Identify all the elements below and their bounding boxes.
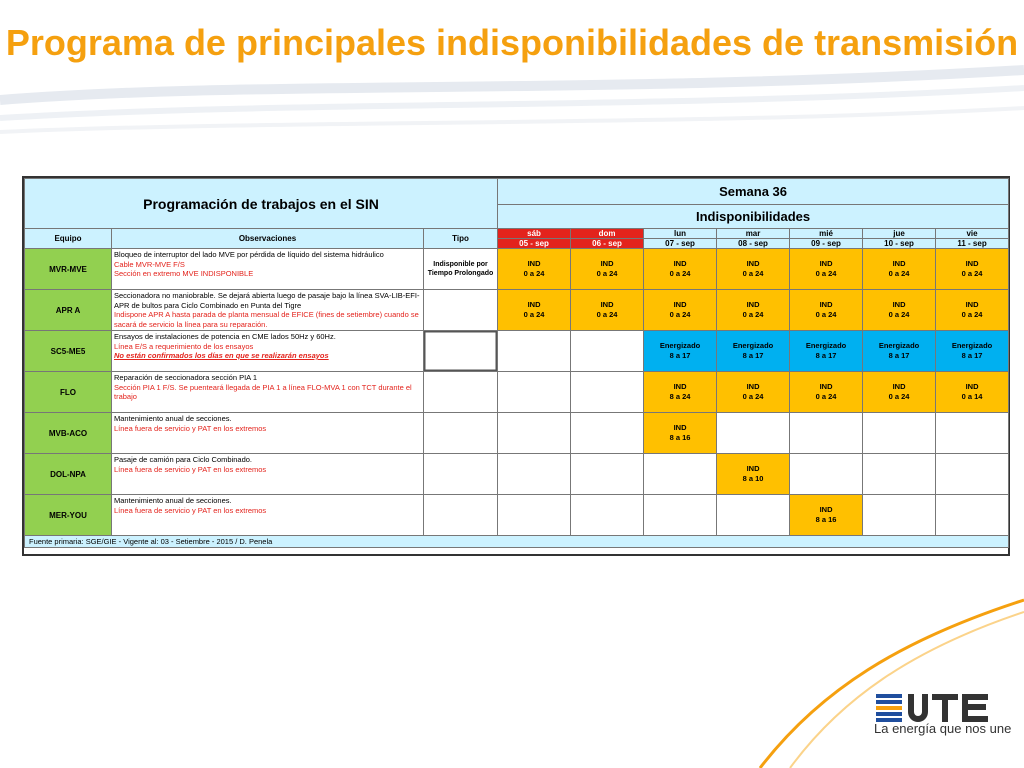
empty-cell[interactable] [571,372,644,413]
empty-cell[interactable] [863,454,936,495]
table-row [25,249,1009,290]
empty-cell[interactable] [644,495,717,536]
tipo-cell[interactable] [424,454,498,495]
day-header [571,229,644,249]
equipo-cell[interactable]: FLO [25,372,112,413]
cell-status: IND [965,382,979,391]
tipo-cell[interactable]: Indisponible por Tiempo Prolongado [424,249,498,290]
empty-cell[interactable] [498,454,571,495]
cell-status: IND [673,423,687,432]
day-date: 06 - sep [571,238,643,248]
ind-cell[interactable] [863,249,936,290]
ind-cell[interactable] [790,249,863,290]
ind-cell[interactable] [644,249,717,290]
empty-cell[interactable] [717,413,790,454]
cell-status: IND [892,382,906,391]
empty-cell[interactable] [498,413,571,454]
table-row [25,372,1009,413]
ind-cell[interactable] [717,290,790,331]
equipo-cell[interactable]: DOL-NPA [25,454,112,495]
cell-hours: 0 a 24 [523,310,545,319]
cell-hours: 0 a 24 [961,310,983,319]
ind-cell[interactable] [936,372,1009,413]
empty-cell[interactable] [790,413,863,454]
cell-status: IND [746,464,760,473]
cell-hours: 8 a 17 [888,351,910,360]
day-date: 05 - sep [498,238,570,248]
empty-cell[interactable] [571,454,644,495]
day-name: sáb [527,229,541,238]
empty-cell[interactable] [498,331,571,372]
observacion-line: Sección PIA 1 F/S. Se puenteará llegada de PIA 1 a línea FLO-MVA 1 con TCT durante el trabajo [114,382,412,401]
energizado-cell[interactable] [644,331,717,372]
equipo-cell[interactable]: MER-YOU [25,495,112,536]
observacion-line: Sección en extremo MVE INDISPONIBLE [114,269,254,278]
cell-hours: 0 a 24 [596,269,618,278]
empty-cell[interactable] [790,454,863,495]
observacion-line: Línea fuera de servicio y PAT en los extremos [114,464,267,474]
cell-hours: 0 a 24 [888,269,910,278]
empty-cell[interactable] [498,372,571,413]
observaciones-cell[interactable] [112,290,424,331]
cell-status: IND [600,259,614,268]
empty-cell[interactable] [936,413,1009,454]
ind-cell[interactable] [717,454,790,495]
table-row [25,331,1009,372]
ind-cell[interactable] [644,290,717,331]
cell-status: Energizado [659,341,701,350]
observaciones-cell[interactable] [112,372,424,413]
ind-cell[interactable] [498,249,571,290]
cell-hours: 8 a 17 [961,351,983,360]
day-date: 11 - sep [936,238,1008,248]
energizado-cell[interactable] [790,331,863,372]
table-row [25,413,1009,454]
cell-hours: 0 a 24 [961,269,983,278]
observaciones-cell[interactable] [112,413,424,454]
equipo-cell[interactable]: MVR-MVE [25,249,112,290]
cell-hours: 0 a 24 [888,310,910,319]
observaciones-cell[interactable] [112,454,424,495]
observaciones-cell[interactable] [112,331,424,372]
day-name: lun [674,229,687,238]
schedule-sheet [22,176,1010,556]
day-date: 09 - sep [790,238,862,248]
observacion-line: Cable MVR-MVE F/S [114,259,185,269]
empty-cell[interactable] [498,495,571,536]
ind-cell[interactable] [571,249,644,290]
cell-status: IND [600,300,614,309]
tipo-cell[interactable] [424,331,498,372]
col-header-tipo: Tipo [424,229,498,249]
observacion-line: No están confirmados los días en que se realizarán ensayos [114,351,329,360]
tipo-cell[interactable] [424,372,498,413]
ind-cell[interactable] [717,249,790,290]
sheet-heading: Programación de trabajos en el SIN [25,179,498,229]
cell-status: IND [965,259,979,268]
cell-status: IND [527,300,541,309]
page-title: Programa de principales indisponibilidades de transmisión [5,22,1019,63]
logo-tagline: La energía que nos une [874,721,1012,736]
empty-cell[interactable] [571,495,644,536]
cell-hours: 0 a 24 [815,269,837,278]
observacion-line: Mantenimiento anual de secciones. [114,414,232,423]
cell-hours: 8 a 17 [815,351,837,360]
cell-status: IND [673,259,687,268]
table-row [25,290,1009,331]
observacion-line: Indispone APR A hasta parada de planta mensual de EFICE (fines de setiembre) cuando se sacará de servicio la línea para su reparación. [114,310,419,329]
cell-hours: 8 a 16 [815,515,837,524]
day-header [790,229,863,249]
cell-hours: 0 a 24 [742,392,764,401]
day-header [936,229,1009,249]
table-row [25,495,1009,536]
day-name: mar [745,229,761,238]
ind-cell[interactable] [863,290,936,331]
day-name: vie [966,229,978,238]
ind-cell[interactable] [644,413,717,454]
empty-cell[interactable] [644,454,717,495]
energizado-cell[interactable] [936,331,1009,372]
cell-status: IND [746,259,760,268]
observacion-line: Pasaje de camión para Ciclo Combinado. [114,455,252,464]
ind-cell[interactable] [790,495,863,536]
section-label: Indisponibilidades [498,205,1009,229]
observacion-line: Línea E/S a requerimiento de los ensayos [114,341,254,351]
day-name: jue [893,229,905,238]
cell-status: Energizado [732,341,774,350]
day-name: dom [598,229,616,238]
cell-status: IND [819,259,833,268]
cell-hours: 0 a 24 [669,269,691,278]
ind-cell[interactable] [936,290,1009,331]
day-header [863,229,936,249]
cell-hours: 8 a 17 [669,351,691,360]
cell-hours: 0 a 24 [669,310,691,319]
observacion-line: Bloqueo de interruptor del lado MVE por pérdida de líquido del sistema hidráulico [114,250,384,259]
schedule-table [24,178,1009,548]
equipo-cell[interactable]: SC5-ME5 [25,331,112,372]
cell-status: IND [819,300,833,309]
ind-cell[interactable] [498,290,571,331]
observaciones-cell[interactable] [112,249,424,290]
day-header [498,229,571,249]
empty-cell[interactable] [717,495,790,536]
day-date: 10 - sep [863,238,935,248]
cell-status: IND [746,382,760,391]
day-header [644,229,717,249]
empty-cell[interactable] [571,413,644,454]
col-header-observaciones: Observaciones [112,229,424,249]
empty-cell[interactable] [863,413,936,454]
tipo-cell[interactable] [424,495,498,536]
day-header [717,229,790,249]
cell-hours: 8 a 24 [669,392,691,401]
week-label: Semana 36 [498,179,1009,205]
observaciones-cell[interactable] [112,495,424,536]
observacion-line: Ensayos de instalaciones de potencia en CME lados 50Hz y 60Hz. [114,332,336,341]
cell-hours: 0 a 24 [742,310,764,319]
equipo-cell[interactable]: MVB-ACO [25,413,112,454]
cell-status: IND [819,382,833,391]
ind-cell[interactable] [790,372,863,413]
cell-hours: 0 a 24 [815,310,837,319]
source-footer: Fuente primaria: SGE/GIE - Vigente al: 03 - Setiembre - 2015 / D. Penela [25,536,1009,548]
ind-cell[interactable] [936,249,1009,290]
observacion-line: Reparación de seccionadora sección PIA 1 [114,373,258,382]
cell-hours: 0 a 24 [742,269,764,278]
cell-status: IND [746,300,760,309]
cell-hours: 8 a 10 [742,474,764,483]
cell-status: IND [527,259,541,268]
observacion-line: Línea fuera de servicio y PAT en los extremos [114,423,267,433]
day-date: 08 - sep [717,238,789,248]
observacion-line: Seccionadora no maniobrable. Se dejará abierta luego de pasaje bajo la línea SVA-LIB-EFI-APR de bultos para Ciclo Combinado en Punta del Tigre [114,291,420,310]
day-name: mié [819,229,833,238]
cell-hours: 0 a 24 [815,392,837,401]
col-header-equipo: Equipo [25,229,112,249]
cell-status: IND [673,300,687,309]
cell-hours: 0 a 14 [961,392,983,401]
cell-status: IND [965,300,979,309]
cell-hours: 0 a 24 [596,310,618,319]
cell-status: IND [673,382,687,391]
tipo-cell[interactable] [424,413,498,454]
cell-hours: 8 a 17 [742,351,764,360]
cell-hours: 8 a 16 [669,433,691,442]
observacion-line: Línea fuera de servicio y PAT en los extremos [114,505,267,515]
cell-status: Energizado [951,341,993,350]
empty-cell[interactable] [863,495,936,536]
cell-status: IND [819,505,833,514]
empty-cell[interactable] [571,331,644,372]
cell-hours: 0 a 24 [523,269,545,278]
observacion-line: Mantenimiento anual de secciones. [114,496,232,505]
ind-cell[interactable] [863,372,936,413]
day-date: 07 - sep [644,238,716,248]
empty-cell[interactable] [936,495,1009,536]
ind-cell[interactable] [790,290,863,331]
equipo-cell[interactable]: APR A [25,290,112,331]
cell-status: Energizado [878,341,920,350]
ind-cell[interactable] [571,290,644,331]
cell-hours: 0 a 24 [888,392,910,401]
empty-cell[interactable] [936,454,1009,495]
energizado-cell[interactable] [863,331,936,372]
cell-status: IND [892,259,906,268]
tipo-cell[interactable] [424,290,498,331]
cell-status: Energizado [805,341,847,350]
energizado-cell[interactable] [717,331,790,372]
ind-cell[interactable] [644,372,717,413]
cell-status: IND [892,300,906,309]
ind-cell[interactable] [717,372,790,413]
table-row [25,454,1009,495]
